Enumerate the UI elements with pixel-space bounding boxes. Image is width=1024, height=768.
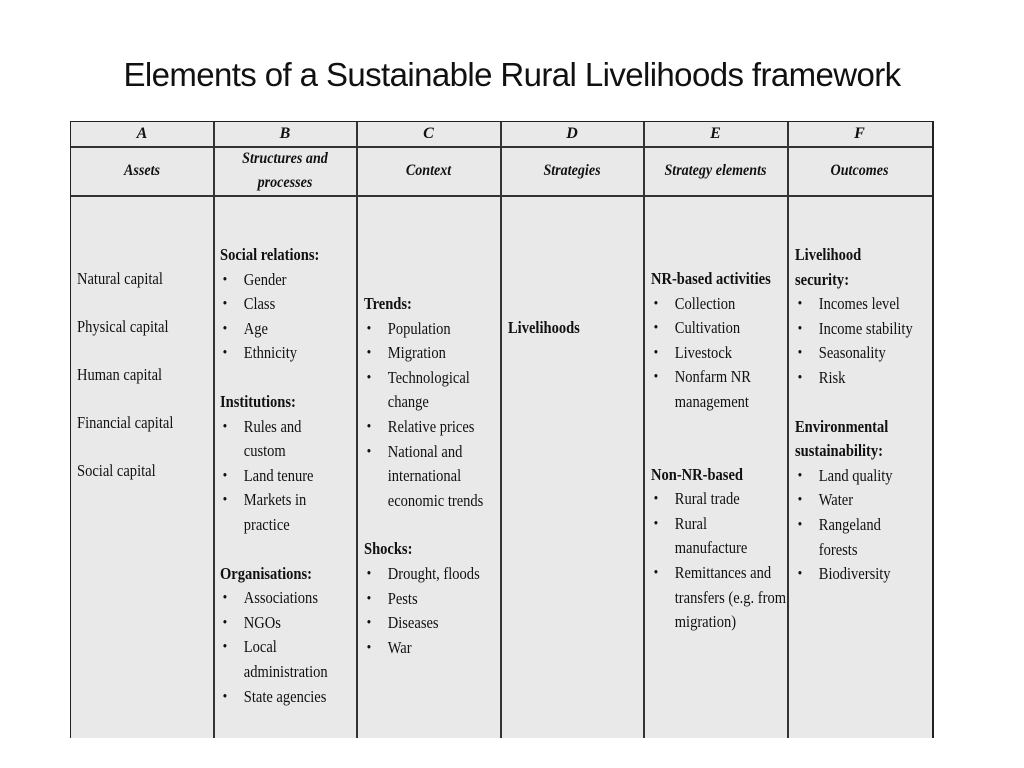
livelihood-security-heading: Livelihood security: [795,245,862,289]
nr-based-list [651,292,785,415]
list-item: • NGOs [220,611,352,636]
column-divider [356,122,358,738]
nr-based-heading: NR-based activities [651,269,771,288]
list-item: • Rural trade [651,487,785,512]
livelihood-security-list [795,292,929,390]
list-item: • Ethnicity [220,341,352,366]
list-item: • Gender [220,268,352,293]
list-item: • Nonfarm NR management [651,365,780,414]
list-item: • Livestock [651,341,785,366]
assets-cell [77,267,209,507]
list-item: • Incomes level [795,292,929,317]
list-item: • Seasonality [795,341,929,366]
strategies-text: Livelihoods [508,318,580,337]
list-item: • Local administration [220,635,341,684]
column-divider [213,122,215,738]
list-item: • Cultivation [651,316,785,341]
list-item: • Biodiversity [795,562,929,587]
environmental-sustainability-list [795,464,929,587]
asset-item: Physical capital [77,316,169,336]
list-item: • Rules and custom [220,415,323,464]
list-item: • Risk [795,366,929,391]
environmental-sustainability-heading: Environmental sustainability: [795,416,889,461]
framework-table [70,121,934,738]
social-relations-heading: Social relations: [220,245,320,264]
list-item: • Class [220,292,352,317]
institutions-heading: Institutions: [220,391,296,411]
column-letter-f: F [854,125,865,142]
column-header-strategy-elements: Strategy elements [664,162,767,179]
asset-item: Financial capital [77,412,174,432]
list-item: • State agencies [220,685,352,710]
column-header-strategies: Strategies [543,162,601,179]
column-letter-e: E [710,125,721,142]
column-header-outcomes: Outcomes [830,162,889,179]
trends-heading: Trends: [364,294,412,313]
column-letter-b: B [279,125,291,142]
list-item: • Land tenure [220,464,352,489]
institutions-list [220,415,352,538]
list-item: • Rural manufacture [651,512,763,561]
trends-list [364,317,498,514]
organisations-heading: Organisations: [220,563,312,583]
column-divider [500,122,502,738]
organisations-list [220,586,352,709]
strategies-cell [508,316,640,341]
context-cell [364,292,498,660]
column-divider [787,122,789,738]
list-item: • National and international economic trends [364,440,502,514]
shocks-heading: Shocks: [364,539,413,559]
list-item: • Diseases [364,611,498,636]
list-item: • Pests [364,587,498,612]
asset-item: Natural capital [77,269,163,288]
list-item: • Remittances and transfers (e.g. from migration) [651,561,798,635]
list-item: • Technological change [364,366,485,415]
social-relations-list [220,268,352,366]
asset-item: Social capital [77,460,156,480]
list-item: • Population [364,317,498,342]
non-nr-based-list [651,487,785,635]
column-header-assets: Assets [124,162,160,179]
list-item: • Water [795,488,929,513]
asset-item: Human capital [77,364,163,384]
structures-cell [220,243,352,709]
list-item: • Associations [220,586,352,611]
non-nr-based-heading: Non-NR-based [651,464,743,484]
list-item: • Age [220,317,352,342]
shocks-list [364,562,498,660]
list-item: • Income stability [795,317,929,342]
strategy-elements-cell [651,267,785,635]
list-item: • Relative prices [364,415,498,440]
list-item: • Rangeland forests [795,513,907,562]
list-item: • Drought, floods [364,562,498,587]
list-item: • Land quality [795,464,929,489]
column-letter-c: C [423,125,434,142]
row-divider [71,195,932,197]
list-item: • Migration [364,341,498,366]
slide-title: Elements of a Sustainable Rural Livelihoods framework [123,56,901,93]
list-item: • War [364,636,498,661]
column-header-structures: Structures and processes [242,150,328,191]
list-item: • Collection [651,292,785,317]
outcomes-cell [795,243,929,587]
column-letter-a: A [136,125,148,142]
column-header-context: Context [405,162,452,179]
column-divider [643,122,645,738]
column-letter-d: D [566,125,578,142]
list-item: • Markets in practice [220,488,323,537]
